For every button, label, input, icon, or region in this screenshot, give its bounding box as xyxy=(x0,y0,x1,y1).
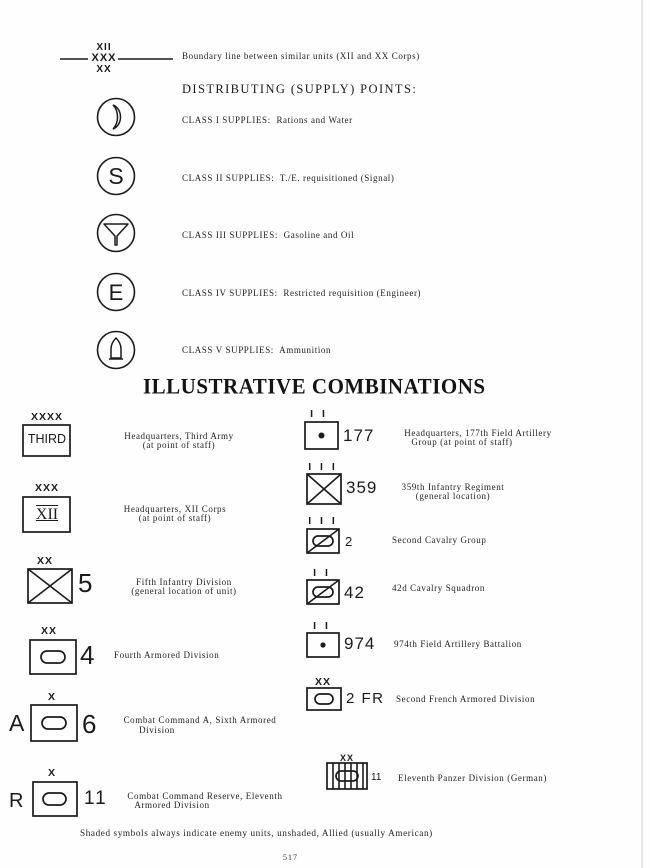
boundary-echelon-mid: XXX xyxy=(91,52,117,64)
right-4-echelon: I I xyxy=(313,620,331,632)
left-1-caption2: (at point of staff) xyxy=(138,513,212,523)
class-2-row xyxy=(182,173,395,183)
class-5-label: CLASS V SUPPLIES: xyxy=(182,345,274,355)
right-5-echelon: XX xyxy=(314,676,331,688)
boundary-echelon-bottom: XX xyxy=(96,64,112,75)
boundary-echelon-top: XII xyxy=(96,42,112,53)
shell-icon xyxy=(96,330,136,370)
letter-s-glyph: S xyxy=(108,163,124,189)
left-3-caption1: Fourth Armored Division xyxy=(114,650,220,660)
class-3-label: CLASS III SUPPLIES: xyxy=(182,230,278,240)
left-3-number: 4 xyxy=(80,640,95,670)
class-1-row xyxy=(182,115,353,125)
right-0-caption2: Group (at point of staff) xyxy=(411,437,513,447)
right-1-echelon: I I I xyxy=(308,461,338,473)
class-5-row xyxy=(182,345,331,355)
class-4-label: CLASS IV SUPPLIES: xyxy=(182,288,278,298)
left-5-number: 11 xyxy=(84,788,108,809)
class-3-row xyxy=(182,230,354,240)
right-2-number: 2 xyxy=(345,534,353,549)
class-1-label: CLASS I SUPPLIES: xyxy=(182,115,271,125)
right-1-caption2: (general location) xyxy=(415,491,491,501)
right-0-caption1: Headquarters, 177th Field Artillery xyxy=(404,428,552,438)
right-5-number: 2 FR xyxy=(346,690,385,707)
right-1-number: 359 xyxy=(346,478,378,497)
funnel-icon xyxy=(96,213,136,253)
right-4-number: 974 xyxy=(344,634,376,653)
left-1-caption1: Headquarters, XII Corps xyxy=(123,504,227,514)
enemy-armored-icon xyxy=(326,762,370,792)
right-3-echelon: I I xyxy=(313,567,331,579)
moon-icon xyxy=(96,97,136,137)
boundary-line xyxy=(60,56,175,62)
left-4-caption2: Division xyxy=(139,725,175,735)
right-6-caption1: Eleventh Panzer Division (German) xyxy=(398,773,548,783)
left-5-echelon: X xyxy=(47,767,56,779)
left-2-number: 5 xyxy=(78,568,93,598)
left-2-echelon: XX xyxy=(36,555,53,567)
right-6-number: 11 xyxy=(371,772,382,783)
right-5-caption1: Second French Armored Division xyxy=(396,694,536,704)
class-4-desc: Restricted requisition (Engineer) xyxy=(283,288,422,298)
letter-e-glyph: E xyxy=(108,280,124,305)
cavalry-track-icon xyxy=(306,528,342,556)
armored-track-icon xyxy=(30,704,80,744)
right-4-caption1: 974th Field Artillery Battalion xyxy=(394,639,522,649)
left-2-caption2: (general location of unit) xyxy=(131,586,237,596)
armored-track-icon xyxy=(32,781,82,819)
left-5-caption2: Armored Division xyxy=(134,800,210,810)
class-2-label: CLASS II SUPPLIES: xyxy=(182,173,275,183)
scan-edge-line xyxy=(641,0,644,868)
letter-e-icon xyxy=(96,272,136,312)
artillery-dot-icon xyxy=(304,421,340,451)
right-6-echelon: XX xyxy=(339,753,354,763)
class-4-row xyxy=(182,288,421,298)
combinations-heading: ILLUSTRATIVE COMBINATIONS xyxy=(143,373,486,399)
left-1-echelon: XXX xyxy=(34,482,59,494)
armored-track-icon xyxy=(306,687,344,713)
page-number: 517 xyxy=(283,853,298,862)
left-4-number: 6 xyxy=(82,709,97,739)
infantry-cross-icon xyxy=(306,473,344,507)
left-5-caption1: Combat Command Reserve, Eleventh xyxy=(127,791,283,801)
class-5-desc: Ammunition xyxy=(279,345,332,355)
right-0-echelon: I I xyxy=(310,408,328,420)
right-2-echelon: I I I xyxy=(308,515,338,527)
boundary-caption: Boundary line between similar units (XII and XX Corps) xyxy=(182,51,420,61)
artillery-dot-icon xyxy=(306,632,342,660)
left-5-prefix: R xyxy=(9,790,24,812)
left-3-echelon: XX xyxy=(40,625,57,637)
letter-s-icon xyxy=(96,156,136,196)
left-0-echelon: XXXX xyxy=(30,411,63,423)
left-1-inner: XII xyxy=(35,506,59,523)
right-3-caption1: 42d Cavalry Squadron xyxy=(392,583,485,593)
left-0-inner: THIRD xyxy=(27,432,67,446)
right-2-caption1: Second Cavalry Group xyxy=(392,535,487,545)
left-4-caption1: Combat Command A, Sixth Armored xyxy=(123,715,277,725)
right-1-caption1: 359th Infantry Regiment xyxy=(401,482,505,492)
left-2-caption1: Fifth Infantry Division xyxy=(136,577,232,587)
armored-track-icon xyxy=(29,639,79,677)
infantry-cross-icon xyxy=(27,568,77,606)
supply-heading: DISTRIBUTING (SUPPLY) POINTS: xyxy=(182,82,418,96)
right-3-number: 42 xyxy=(344,583,365,602)
left-0-caption1: Headquarters, Third Army xyxy=(124,431,234,441)
cavalry-track-icon xyxy=(306,579,342,607)
class-3-desc: Gasoline and Oil xyxy=(283,230,355,240)
left-4-prefix: A xyxy=(9,710,25,736)
left-0-caption2: (at point of staff) xyxy=(142,440,216,450)
left-4-echelon: X xyxy=(47,691,56,703)
class-2-desc: T./E. requisitioned (Signal) xyxy=(279,173,395,183)
footnote: Shaded symbols always indicate enemy units, unshaded, Allied (usually American) xyxy=(80,828,433,838)
right-0-number: 177 xyxy=(343,426,375,445)
class-1-desc: Rations and Water xyxy=(276,115,353,125)
